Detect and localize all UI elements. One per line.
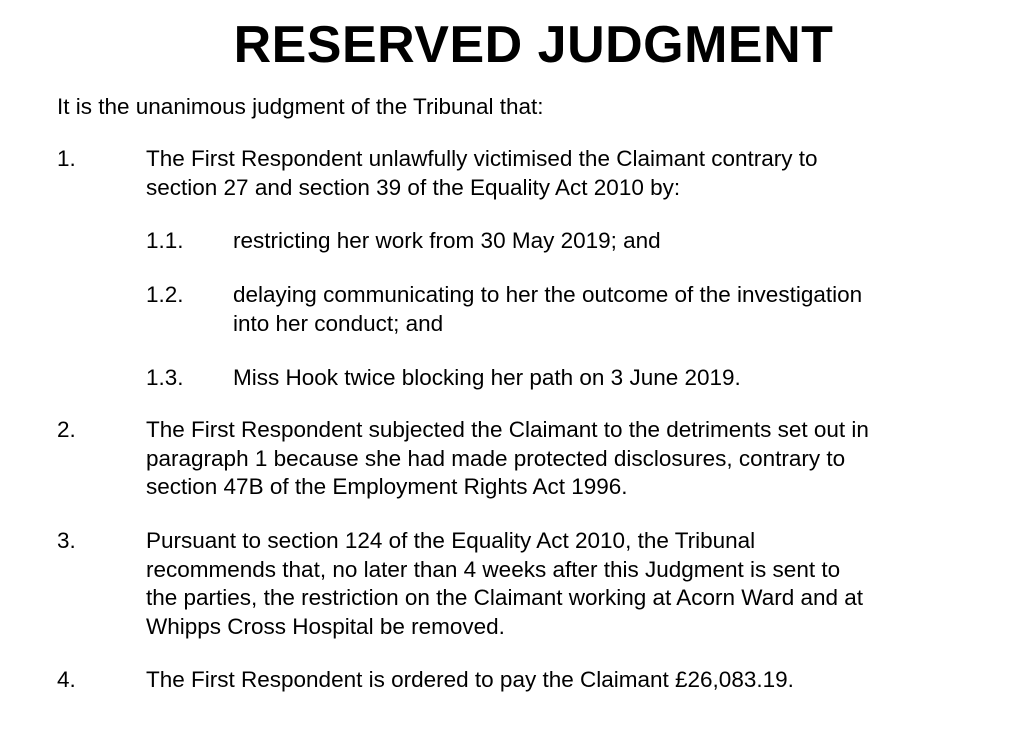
paragraph-line: recommends that, no later than 4 weeks after this Judgment is sent to [146,556,841,582]
subparagraph-1-3-text [233,364,973,393]
subparagraph-1-2-text [233,281,973,338]
paragraph-line: the parties, the restriction on the Claimant working at Acorn Ward and at [146,585,864,610]
paragraph-4-text [146,666,976,695]
paragraph-3-text [146,527,976,641]
intro-text: It is the unanimous judgment of the Tribunal that: [57,94,544,119]
paragraph-line: The First Respondent unlawfully victimised the Claimant contrary to [146,146,818,171]
paragraph-line: The First Respondent is ordered to pay the Claimant £26,083.19. [146,667,794,692]
paragraph-line: Pursuant to section 124 of the Equality Act 2010, the Tribunal [146,528,756,553]
paragraph-line: The First Respondent subjected the Claimant to the detriments set out in [146,417,869,442]
subparagraph-line: delaying communicating to her the outcome of the investigation [233,282,863,307]
subparagraph-line: Miss Hook twice blocking her path on 3 June 2019. [233,365,741,390]
paragraph-line: Whipps Cross Hospital be removed. [146,613,505,639]
paragraph-4-number: 4. [57,667,76,692]
subparagraph-1-2-number: 1.2. [146,282,184,307]
paragraph-2-text [146,416,976,502]
paragraph-line: paragraph 1 because she had made protected disclosures, contrary to [146,445,846,471]
paragraph-1-number: 1. [57,146,76,171]
paragraph-3-number: 3. [57,528,76,553]
subparagraph-line: restricting her work from 30 May 2019; and [233,228,661,253]
subparagraph-1-3-number: 1.3. [146,365,184,390]
subparagraph-1-1-number: 1.1. [146,228,184,253]
paragraph-line: section 47B of the Employment Rights Act 1996. [146,474,628,499]
paragraph-line: section 27 and section 39 of the Equality Act 2010 by: [146,174,681,200]
subparagraph-line: into her conduct; and [233,310,444,336]
subparagraph-1-1-text [233,227,973,256]
paragraph-1-text [146,145,976,202]
document-title: RESERVED JUDGMENT [233,16,834,74]
paragraph-2-number: 2. [57,417,76,442]
